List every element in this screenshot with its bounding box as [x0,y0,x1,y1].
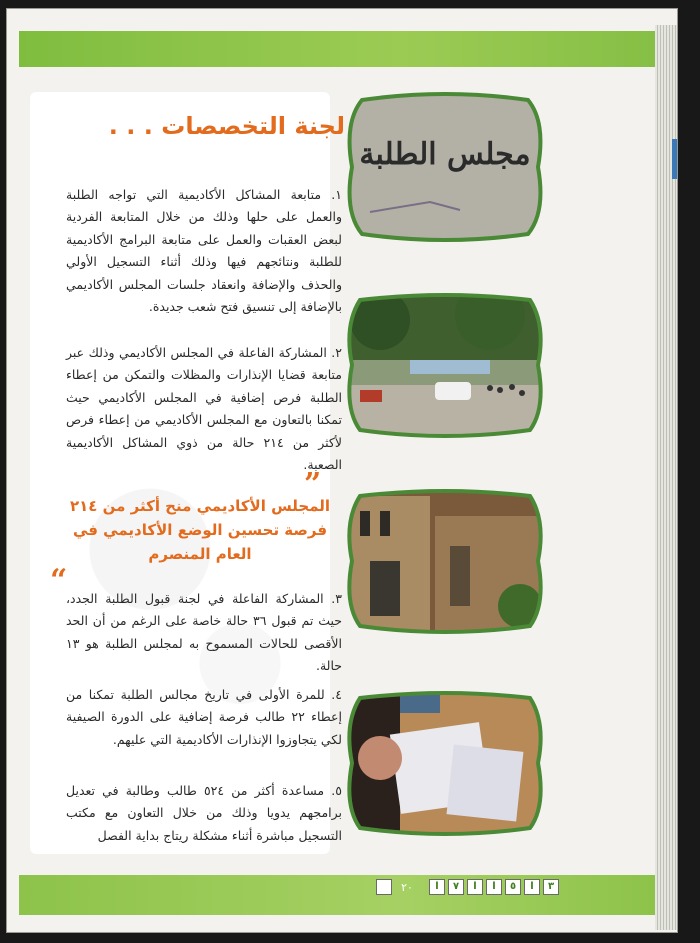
paragraph-5: ٥. مساعدة أكثر من ٥٢٤ طالب وطالبة في تعديل برامجهم يدويا وذلك من خلال التعاون مع مكتب التسجيل مباشرة أثناء مشكلة ريتاج بداية الفصل [66,783,342,843]
paragraph-1: ١. متابعة المشاكل الأكاديمية التي تواجه الطلبة والعمل على حلها وذلك من خلال المتابعة الفردية لبعض العقبات والعمل على متابعة البرامج الأكاديمية للطلبة ونتائجهم فيها وذلك أثناء التسجيل الأولي والحذف والإضافة وانعقاد جلسات المجلس الأكاديمي بالإضافة إلى تنسيق فتح شعب جديدة. [66,187,342,315]
quote-close-mark: “ [50,563,68,598]
footer-tab-6[interactable]: ا [524,879,540,895]
photo-campus-crowd [340,290,550,440]
photo-student-council-sign [340,92,550,242]
pull-quote: المجلس الأكاديمي منح أكثر من ٢١٤ فرصة تحسين الوضع الأكاديمي في العام المنصرم [69,497,331,563]
sign-handwriting: مجلس الطلبة [359,137,531,172]
paragraph-3: ٣. المشاركة الفاعلة في لجنة قبول الطلبة الجدد، حيث تم قبول ٣٦ حالة خاصة على الرغم من أن الحد الأقصى للحالات المسموح به لمجلس الطلبة هو ١٣ حالة. [66,591,342,674]
footer-tab-2[interactable]: ٧ [448,879,464,895]
photo-students-paperwork [340,688,550,838]
photo-stone-building [340,486,550,636]
paragraph-4: ٤. للمرة الأولى في تاريخ مجالس الطلبة تمكنا من إعطاء ٢٢ طالب فرصة إضافية على الدورة الصيفية لكي يتجاوزوا الإنذارات الأكاديمية التي عليهم. [66,687,342,747]
paragraph-2: ٢. المشاركة الفاعلة في المجلس الأكاديمي وذلك عبر متابعة قضايا الإنذارات والمظلات والتمكن من إعطاء الطلبة فرص إضافية في المجلس الأكاديمي حيث تمكنا بالتعاون مع المجلس الأكاديمي من إعطاء فرص لأكثر من ٢١٤ حالة من ذوي المشاكل الأكاديمية الصعبة. [66,345,342,473]
top-green-band [19,31,655,67]
footer-tab-4[interactable]: ا [486,879,502,895]
footer-tab-7[interactable]: ٣ [543,879,559,895]
quote-open-mark: ” [304,467,322,502]
footer-tab-3[interactable]: ا [467,879,483,895]
footer-tab-5[interactable]: ٥ [505,879,521,895]
footer-navigation [376,879,562,895]
page-edge-tab [672,139,677,179]
page-number: ٢٠ [401,880,413,894]
footer-tab-1[interactable]: ا [429,879,445,895]
footer-square [376,879,392,895]
section-title: لجنة التخصصات . . . [108,112,345,140]
